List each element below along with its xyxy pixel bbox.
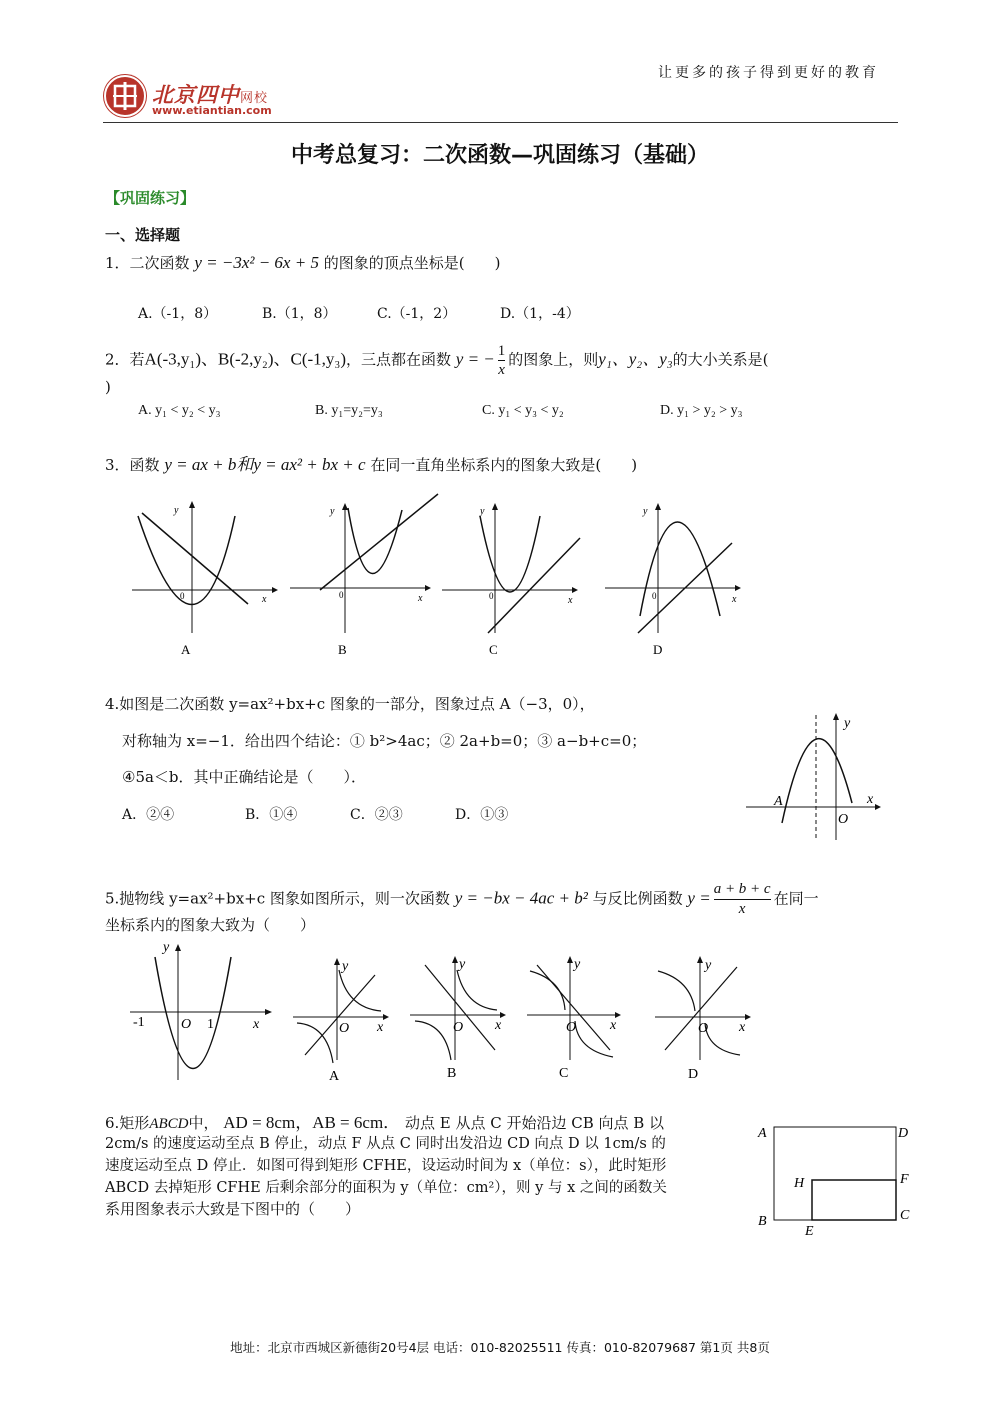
q3b-y-label: y	[330, 506, 335, 517]
q3-graph-d	[605, 503, 741, 657]
q5-given-graph	[130, 940, 272, 1080]
q3c-y-arrow-icon	[492, 503, 498, 510]
q4-option-a: A．②④	[122, 807, 175, 823]
logo-emblem-icon	[103, 74, 147, 118]
q5-label-c: C	[559, 1066, 569, 1081]
q2-points: A(-3,y₁)、B(-2,y₂)、C(-1,y₃)	[144, 349, 346, 369]
q3-formula: y = ax + b和y = ax² + bx + c	[164, 455, 366, 474]
q2-frac-num: 1	[497, 343, 506, 359]
q2-text-c: 的图象上，则	[508, 350, 599, 369]
q4-line-1: 4.如图是二次函数 y=ax²+bx+c 图象的一部分，图象过点 A（−3，0），	[105, 695, 595, 713]
q5g-x-arrow-icon	[265, 1009, 272, 1015]
q6-condition: AD = 8cm，AB = 6cm．	[223, 1113, 401, 1132]
q3-graph-c	[442, 503, 580, 657]
page-footer: 地址：北京市西城区新德街20号4层 电话：010-82025511 传真：010-82079687 第1页 共8页	[230, 1340, 770, 1355]
q5g-y-arrow-icon	[175, 944, 181, 951]
q3b-x-label: x	[418, 593, 423, 604]
q3-label-d: D	[653, 642, 663, 657]
q5b-y-arrow-icon	[452, 956, 458, 963]
q2-text-b: ，三点都在函数	[345, 350, 451, 369]
q5a-x-label: x	[377, 1020, 384, 1035]
q3-graph-b	[290, 494, 438, 657]
q6-label-f: F	[900, 1172, 909, 1187]
q1-text-a: 1．二次函数	[105, 254, 190, 272]
q3d-y-arrow-icon	[655, 503, 661, 510]
q5b-hyperbola-1	[457, 970, 497, 1010]
q5g-label-neg1: -1	[133, 1015, 145, 1030]
q6-rect-cfhe	[812, 1180, 896, 1220]
q3-label-b: B	[338, 642, 347, 657]
q5c-x-label: x	[610, 1018, 617, 1033]
q3a-parabola	[138, 516, 235, 605]
q5c-y-label: y	[574, 957, 581, 972]
q1-option-a: A.（-1，8）	[138, 306, 218, 322]
q1-option-d: D.（1，-4）	[500, 306, 580, 322]
q3c-y-label: y	[480, 506, 485, 517]
q6-text-a: 6.矩形	[105, 1114, 150, 1132]
q2-fraction	[498, 342, 506, 379]
q5-formula-2: y =	[687, 888, 711, 908]
q3d-origin: 0	[652, 591, 657, 601]
q5-label-a: A	[329, 1069, 340, 1084]
q1-option-c: C.（-1，2）	[377, 306, 457, 322]
logo-sub: 网校	[240, 91, 269, 106]
section-label: 【巩固练习】	[105, 189, 196, 207]
q4-origin: O	[838, 812, 849, 827]
q5-text-c: 在同一	[773, 889, 819, 908]
q2-option-b: B. y₁=y₂=y₃	[315, 403, 383, 418]
q5g-x-label: x	[253, 1017, 260, 1032]
q1-option-b: B.（1，8）	[262, 306, 337, 322]
q5b-y-label: y	[459, 957, 466, 972]
q2-close-paren: )	[105, 378, 111, 396]
q6-figure	[750, 1115, 920, 1245]
q1-formula: y = −3x² − 6x + 5	[194, 253, 319, 272]
q6-line-4: ABCD 去掉矩形 CFHE 后剩余部分的面积为 y（单位：cm²），则 y 与 x 之间的函数关	[105, 1180, 667, 1196]
q3c-x-label: x	[568, 595, 573, 606]
q5-label-b: B	[447, 1066, 457, 1081]
q5d-hyperbola-2	[705, 1023, 740, 1055]
q5d-y-arrow-icon	[697, 956, 703, 963]
q3b-parabola	[348, 508, 402, 574]
header-divider	[103, 122, 898, 123]
q5b-x-label: x	[495, 1018, 502, 1033]
q4-option-b: B．①④	[245, 807, 298, 823]
q5d-y-label: y	[705, 958, 712, 973]
q5c-y-arrow-icon	[567, 956, 573, 963]
q4-x-label: x	[867, 792, 874, 807]
q3b-origin: 0	[339, 590, 344, 600]
q5-frac-num: a + b + c	[714, 880, 771, 900]
q2-option-c: C. y₁ < y₃ < y₂	[482, 403, 564, 418]
q2-vars: y₁、y₂、y₃	[598, 349, 673, 369]
q6-line-2: 2cm/s 的速度运动至点 B 停止，动点 F 从点 C 同时出发沿边 CD 向点 D 以 1cm/s 的	[105, 1136, 666, 1152]
q3c-origin: 0	[489, 591, 494, 601]
q4-figure	[740, 705, 890, 845]
q3b-y-arrow-icon	[342, 503, 348, 510]
q5a-y-arrow-icon	[334, 958, 340, 965]
q5-fraction	[714, 880, 771, 919]
q5b-origin: O	[453, 1020, 464, 1035]
q3a-x-arrow-icon	[272, 587, 278, 593]
question-1	[105, 252, 500, 273]
q3-label-c: C	[489, 642, 498, 657]
q5c-hyperbola-2	[575, 1021, 613, 1057]
q4-line-3: ④5a＜b．其中正确结论是（ ）．	[122, 768, 367, 786]
q4-option-d: D．①③	[455, 807, 509, 823]
q6-label-a: A	[758, 1126, 767, 1141]
q4-point-a: A	[774, 794, 783, 809]
q3-text-b: 在同一直角坐标系内的图象大致是( )	[370, 456, 638, 474]
q5-graph-d	[655, 956, 751, 1082]
q6-rect-abcd	[774, 1127, 896, 1220]
q4-y-arrow-icon	[833, 713, 839, 720]
q1-text-b: 的图象的顶点坐标是( )	[323, 254, 501, 272]
q5-frac-den: x	[738, 901, 746, 917]
q5-label-d: D	[688, 1067, 699, 1082]
q5d-origin: O	[698, 1021, 709, 1036]
section-heading: 一、选择题	[105, 226, 181, 244]
q3d-parabola	[640, 522, 720, 616]
q5a-x-arrow-icon	[383, 1014, 389, 1020]
q6-label-b: B	[758, 1214, 767, 1229]
q3d-x-arrow-icon	[735, 585, 741, 591]
q5a-y-label: y	[342, 959, 349, 974]
school-logo	[103, 74, 147, 118]
q5-text-a: 5.抛物线 y=ax²+bx+c 图象如图所示，则一次函数	[105, 889, 450, 908]
slogan: 让更多的孩子得到更好的教育	[658, 65, 879, 81]
q5g-y-label: y	[163, 940, 170, 955]
q3d-x-label: x	[732, 594, 737, 605]
q2-frac-den: x	[498, 362, 505, 378]
q6-label-h: H	[794, 1176, 805, 1191]
q5-graph-b	[410, 956, 506, 1081]
q3a-origin: 0	[180, 591, 185, 601]
q5-line-2: 坐标系内的图象大致为（ ）	[105, 916, 316, 934]
q3c-parabola	[480, 516, 540, 592]
q5b-hyperbola-2	[415, 1021, 451, 1060]
q5-graph-c	[527, 956, 621, 1081]
q5g-label-1: 1	[207, 1017, 214, 1032]
q5g-parabola	[155, 957, 231, 1069]
q5c-line	[537, 965, 610, 1050]
q6-label-e: E	[805, 1224, 814, 1239]
q5a-origin: O	[339, 1021, 350, 1036]
q3a-x-label: x	[262, 594, 267, 605]
q6-label-c: C	[900, 1208, 910, 1223]
question-3	[105, 450, 637, 475]
q5c-origin: O	[566, 1020, 577, 1035]
q3-text-a: 3．函数	[105, 456, 160, 474]
q4-line-2: 对称轴为 x=−1．给出四个结论：① b²>4ac；② 2a+b=0；③ a−b+c=0；	[122, 732, 647, 750]
q2-formula: y = −	[455, 349, 495, 369]
logo-url: www.etiantian.com	[152, 104, 272, 117]
q5d-x-arrow-icon	[745, 1014, 751, 1020]
q3b-line	[320, 494, 438, 590]
q5d-hyperbola-1	[658, 971, 695, 1011]
q2-text-a: 2．若	[105, 350, 145, 369]
q5d-x-label: x	[739, 1020, 746, 1035]
q6-label-d: D	[898, 1126, 909, 1141]
q6-text-c: 动点 E 从点 C 开始沿边 CB 向点 B 以	[404, 1114, 665, 1132]
q5-formula-1: y = −bx − 4ac + b²	[454, 888, 588, 908]
q2-text-d: 的大小关系是(	[672, 350, 769, 369]
q3c-x-arrow-icon	[572, 587, 578, 593]
q5a-line	[305, 975, 375, 1055]
q3-label-a: A	[181, 642, 191, 657]
q5-graph-a	[293, 958, 389, 1084]
q5-graphs	[125, 935, 765, 1085]
q3a-y-label: y	[174, 505, 179, 516]
q6-text-b: 中，	[188, 1114, 219, 1132]
q4-y-label: y	[844, 716, 851, 731]
question-6	[105, 1108, 664, 1133]
q4-parabola	[782, 739, 852, 823]
q6-line-5: 系用图象表示大致是下图中的（ ）	[105, 1200, 361, 1218]
q6-abcd: ABCD	[149, 1116, 189, 1132]
q3a-y-arrow-icon	[189, 501, 195, 508]
q2-option-d: D. y₁ > y₂ > y₃	[660, 403, 743, 418]
q2-option-a: A. y₁ < y₂ < y₃	[138, 403, 221, 418]
q4-x-arrow-icon	[875, 804, 881, 810]
q5g-origin: O	[181, 1017, 192, 1032]
q3-graph-a	[132, 501, 278, 657]
q5-text-b: 与反比例函数	[592, 889, 683, 908]
q6-line-3: 速度运动至点 D 停止．如图可得到矩形 CFHE，设运动时间为 x（单位：s），此时矩形	[105, 1158, 667, 1174]
q4-option-c: C．②③	[350, 807, 403, 823]
q3b-x-arrow-icon	[425, 585, 431, 591]
logo-name: 北京四中	[152, 82, 240, 107]
page-title: 中考总复习：二次函数—巩固练习（基础）	[290, 143, 709, 168]
q3d-y-label: y	[643, 506, 648, 517]
q3-graphs	[120, 488, 760, 663]
question-2	[105, 342, 769, 379]
